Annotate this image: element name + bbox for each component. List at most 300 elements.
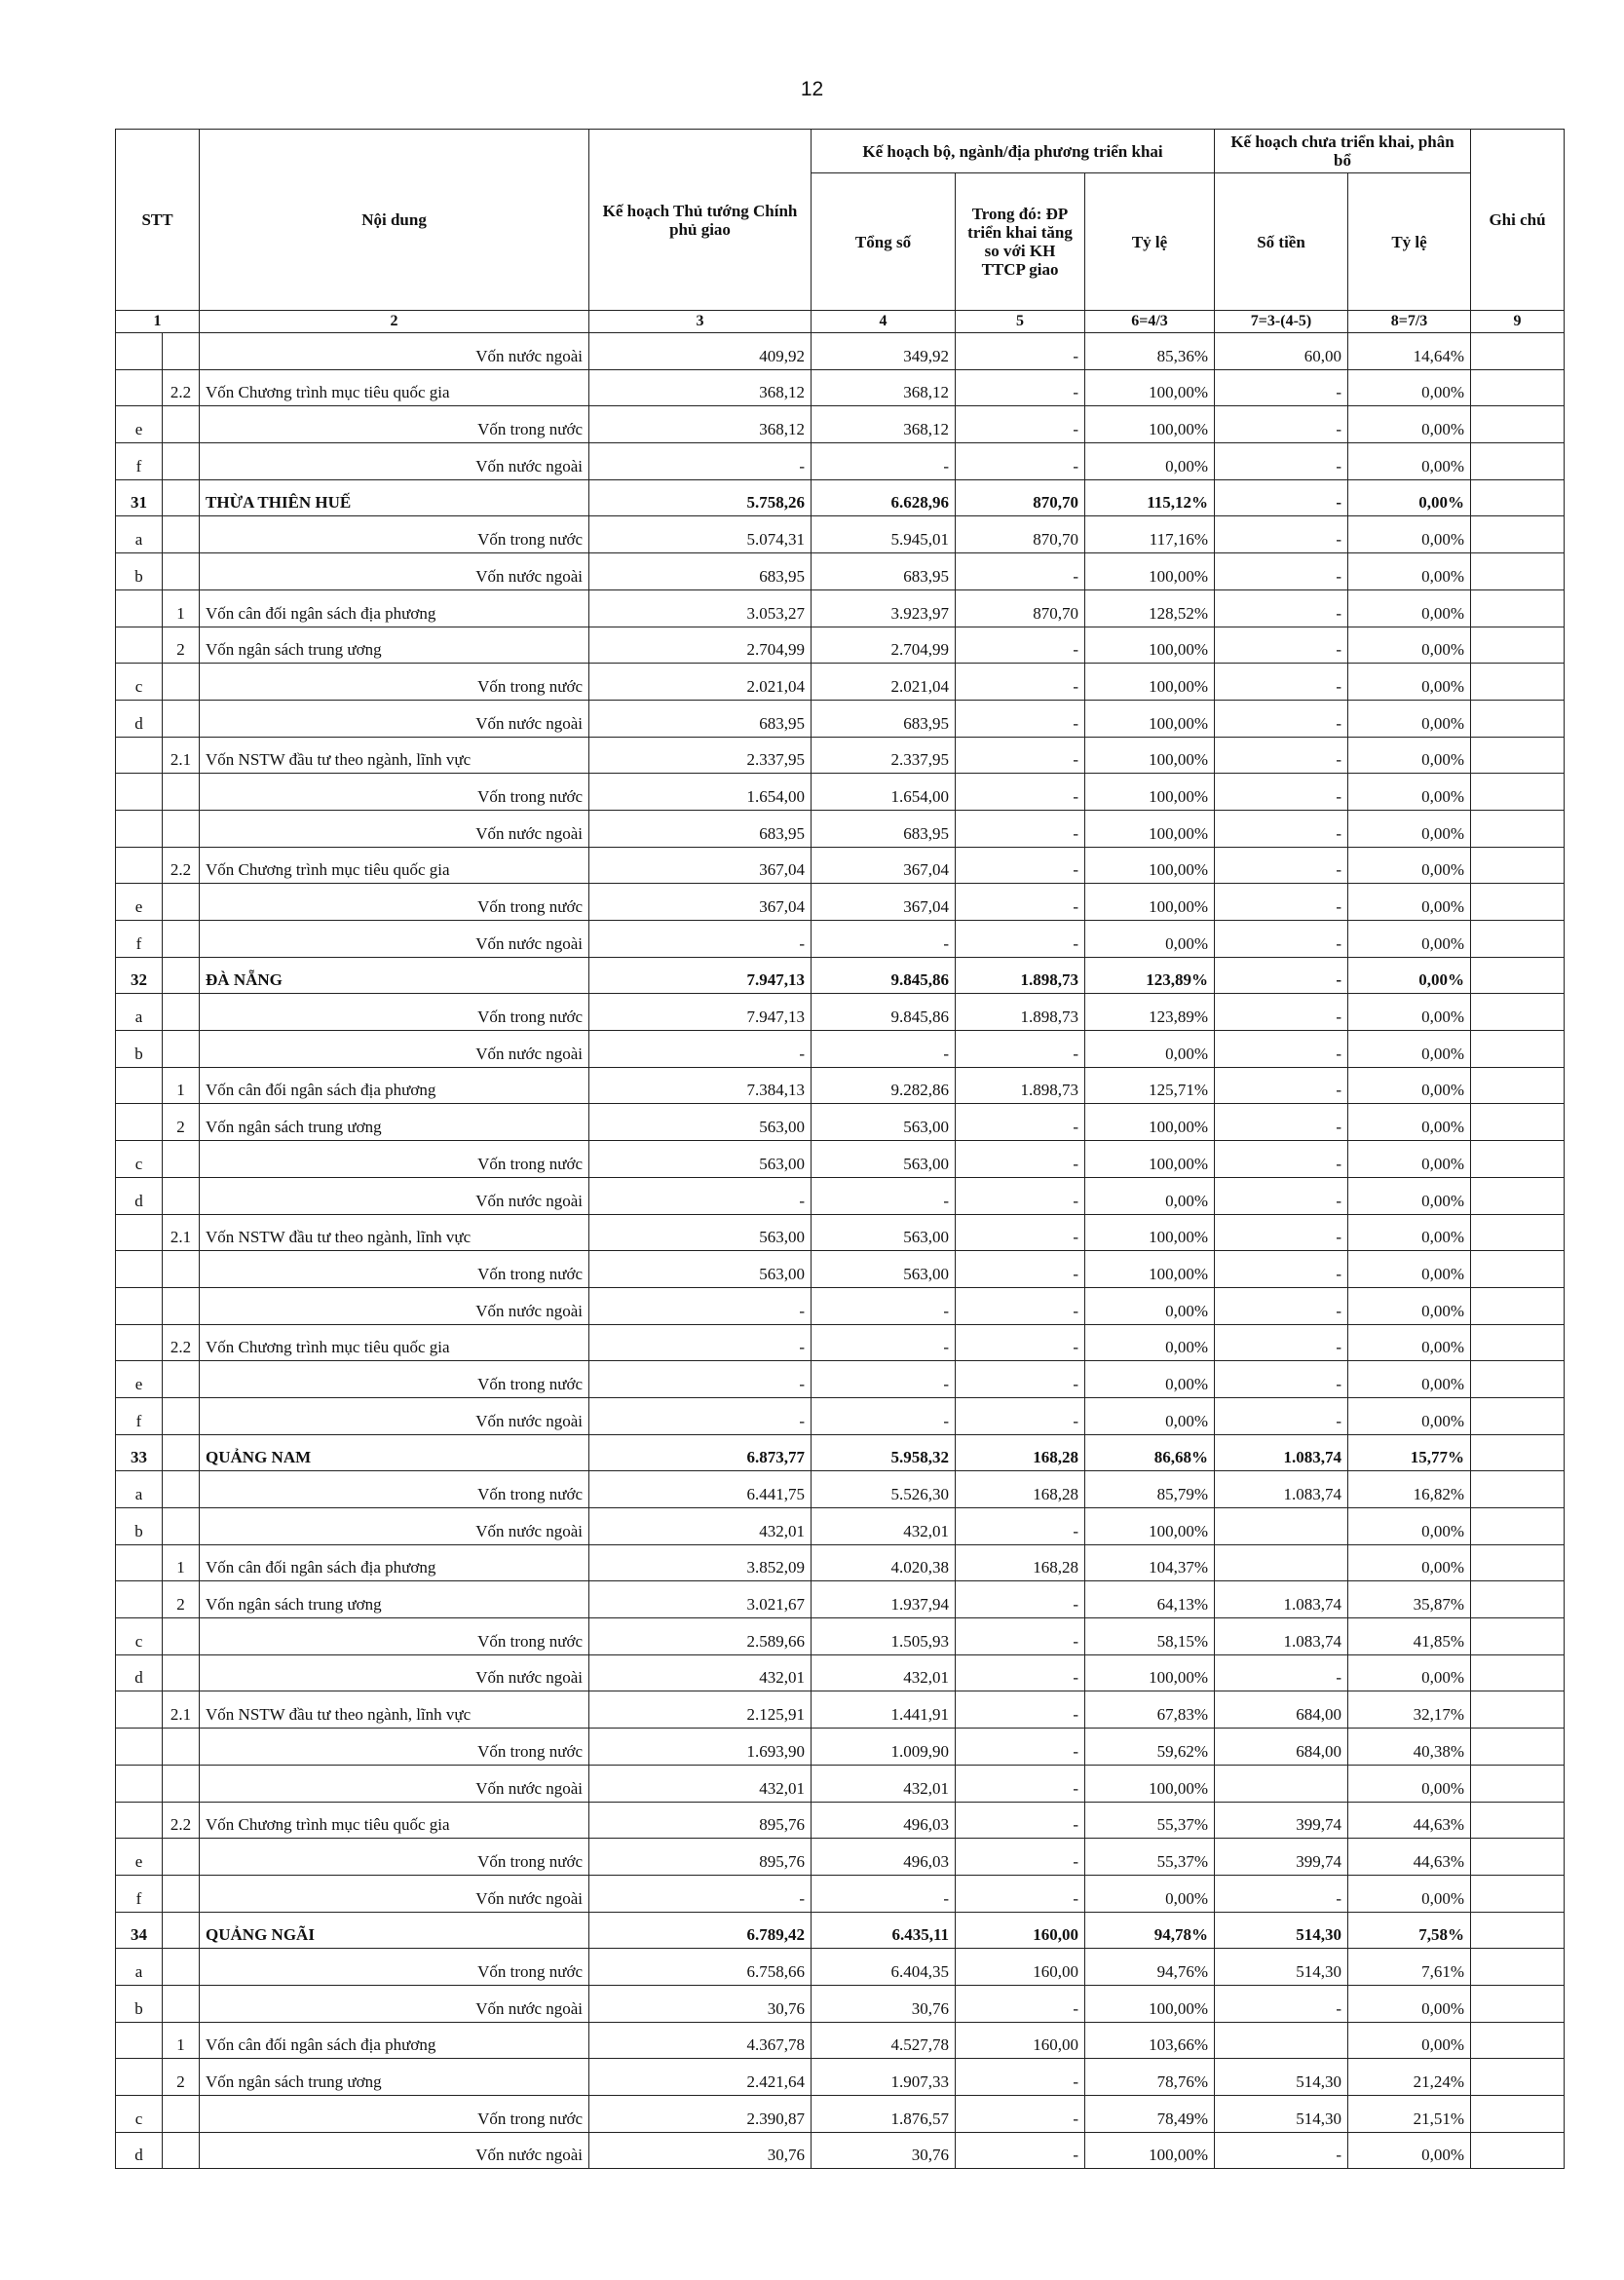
- cell-ke-hoach-ttcp: 30,76: [589, 2132, 812, 2169]
- cell-ty-le: 100,00%: [1085, 406, 1215, 443]
- row-content: Vốn nước ngoài: [200, 810, 589, 847]
- cell-ty-le: 85,79%: [1085, 1471, 1215, 1508]
- cell-tong-so: -: [812, 1031, 956, 1068]
- cell-ty-le-chua-trien-khai: 21,51%: [1348, 2096, 1471, 2133]
- table-header: [116, 130, 1565, 333]
- cell-ty-le: 55,37%: [1085, 1802, 1215, 1839]
- cell-tong-so: 1.505,93: [812, 1618, 956, 1655]
- row-content: Vốn trong nước: [200, 1949, 589, 1986]
- row-content: Vốn Chương trình mục tiêu quốc gia: [200, 369, 589, 406]
- cell-ty-le-chua-trien-khai: 0,00%: [1348, 443, 1471, 480]
- cell-ty-le: 103,66%: [1085, 2022, 1215, 2059]
- header-tong-so: Tổng số: [812, 173, 956, 311]
- cell-so-tien-chua-trien-khai: -: [1215, 1104, 1348, 1141]
- row-stt: d: [116, 2132, 163, 2169]
- cell-tang-so-voi-ttcp: -: [956, 1508, 1085, 1545]
- cell-ty-le: 104,37%: [1085, 1544, 1215, 1581]
- table-row: [116, 1581, 1565, 1618]
- row-content: Vốn trong nước: [200, 1839, 589, 1876]
- row-content: Vốn nước ngoài: [200, 921, 589, 958]
- cell-ty-le-chua-trien-khai: 14,64%: [1348, 333, 1471, 370]
- cell-tong-so: 1.907,33: [812, 2059, 956, 2096]
- cell-tong-so: 3.923,97: [812, 589, 956, 627]
- cell-ty-le-chua-trien-khai: 0,00%: [1348, 516, 1471, 553]
- row-sub-index: [163, 1471, 200, 1508]
- cell-tang-so-voi-ttcp: -: [956, 700, 1085, 737]
- cell-tang-so-voi-ttcp: -: [956, 1361, 1085, 1398]
- row-content: Vốn trong nước: [200, 664, 589, 701]
- cell-tong-so: 432,01: [812, 1654, 956, 1691]
- cell-ghi-chu: [1471, 1067, 1565, 1104]
- table-row: [116, 1875, 1565, 1912]
- row-content: Vốn cân đối ngân sách địa phương: [200, 1544, 589, 1581]
- cell-tang-so-voi-ttcp: -: [956, 1654, 1085, 1691]
- column-number: 3: [589, 311, 812, 333]
- cell-ke-hoach-ttcp: 563,00: [589, 1214, 812, 1251]
- row-stt: [116, 333, 163, 370]
- row-stt: [116, 369, 163, 406]
- cell-ty-le-chua-trien-khai: 7,61%: [1348, 1949, 1471, 1986]
- table-row: [116, 2096, 1565, 2133]
- cell-tong-so: 9.845,86: [812, 994, 956, 1031]
- cell-tang-so-voi-ttcp: -: [956, 1618, 1085, 1655]
- cell-ghi-chu: [1471, 627, 1565, 664]
- cell-so-tien-chua-trien-khai: -: [1215, 921, 1348, 958]
- cell-tang-so-voi-ttcp: 870,70: [956, 516, 1085, 553]
- cell-ty-le: 0,00%: [1085, 1397, 1215, 1434]
- table-row: [116, 2132, 1565, 2169]
- row-stt: c: [116, 1141, 163, 1178]
- row-sub-index: 2.1: [163, 1214, 200, 1251]
- cell-so-tien-chua-trien-khai: -: [1215, 1361, 1348, 1398]
- row-sub-index: [163, 479, 200, 516]
- row-content: QUẢNG NGÃI: [200, 1912, 589, 1949]
- row-stt: [116, 1581, 163, 1618]
- cell-ke-hoach-ttcp: 432,01: [589, 1654, 812, 1691]
- row-sub-index: [163, 1508, 200, 1545]
- row-stt: [116, 1067, 163, 1104]
- cell-tang-so-voi-ttcp: -: [956, 1251, 1085, 1288]
- row-sub-index: [163, 1287, 200, 1324]
- cell-ke-hoach-ttcp: 367,04: [589, 884, 812, 921]
- row-stt: [116, 1765, 163, 1802]
- cell-ke-hoach-ttcp: -: [589, 1397, 812, 1434]
- row-stt: [116, 2022, 163, 2059]
- cell-so-tien-chua-trien-khai: 399,74: [1215, 1802, 1348, 1839]
- table-row: [116, 884, 1565, 921]
- row-content: Vốn nước ngoài: [200, 1508, 589, 1545]
- cell-so-tien-chua-trien-khai: -: [1215, 957, 1348, 994]
- cell-so-tien-chua-trien-khai: [1215, 1508, 1348, 1545]
- cell-ghi-chu: [1471, 921, 1565, 958]
- cell-ghi-chu: [1471, 2132, 1565, 2169]
- table-row: [116, 627, 1565, 664]
- cell-ty-le: 0,00%: [1085, 921, 1215, 958]
- cell-so-tien-chua-trien-khai: 514,30: [1215, 1949, 1348, 1986]
- cell-ghi-chu: [1471, 2022, 1565, 2059]
- row-content: Vốn trong nước: [200, 1618, 589, 1655]
- cell-ghi-chu: [1471, 1361, 1565, 1398]
- cell-so-tien-chua-trien-khai: -: [1215, 1141, 1348, 1178]
- cell-ty-le-chua-trien-khai: 0,00%: [1348, 1544, 1471, 1581]
- cell-ghi-chu: [1471, 737, 1565, 774]
- cell-so-tien-chua-trien-khai: -: [1215, 700, 1348, 737]
- row-content: Vốn cân đối ngân sách địa phương: [200, 1067, 589, 1104]
- row-content: Vốn ngân sách trung ương: [200, 1104, 589, 1141]
- table-row: [116, 1067, 1565, 1104]
- cell-tong-so: 496,03: [812, 1802, 956, 1839]
- row-content: Vốn NSTW đầu tư theo ngành, lĩnh vực: [200, 1214, 589, 1251]
- cell-tang-so-voi-ttcp: -: [956, 884, 1085, 921]
- cell-so-tien-chua-trien-khai: -: [1215, 589, 1348, 627]
- cell-so-tien-chua-trien-khai: -: [1215, 1067, 1348, 1104]
- row-sub-index: 1: [163, 1067, 200, 1104]
- cell-ty-le: 0,00%: [1085, 1177, 1215, 1214]
- cell-tang-so-voi-ttcp: -: [956, 1985, 1085, 2022]
- table-row: [116, 1802, 1565, 1839]
- cell-ty-le: 0,00%: [1085, 1287, 1215, 1324]
- cell-ghi-chu: [1471, 2059, 1565, 2096]
- cell-tang-so-voi-ttcp: -: [956, 1324, 1085, 1361]
- cell-ghi-chu: [1471, 700, 1565, 737]
- cell-ghi-chu: [1471, 1765, 1565, 1802]
- column-number: 7=3-(4-5): [1215, 311, 1348, 333]
- cell-tang-so-voi-ttcp: -: [956, 406, 1085, 443]
- cell-ty-le-chua-trien-khai: 0,00%: [1348, 1067, 1471, 1104]
- cell-so-tien-chua-trien-khai: -: [1215, 406, 1348, 443]
- cell-ghi-chu: [1471, 884, 1565, 921]
- cell-so-tien-chua-trien-khai: -: [1215, 737, 1348, 774]
- column-number: 4: [812, 311, 956, 333]
- cell-so-tien-chua-trien-khai: -: [1215, 774, 1348, 811]
- row-content: Vốn nước ngoài: [200, 443, 589, 480]
- row-stt: f: [116, 1397, 163, 1434]
- row-content: Vốn cân đối ngân sách địa phương: [200, 2022, 589, 2059]
- row-content: Vốn nước ngoài: [200, 333, 589, 370]
- row-stt: 32: [116, 957, 163, 994]
- cell-tang-so-voi-ttcp: -: [956, 1214, 1085, 1251]
- row-stt: a: [116, 516, 163, 553]
- cell-ke-hoach-ttcp: 7.947,13: [589, 957, 812, 994]
- cell-ty-le-chua-trien-khai: 41,85%: [1348, 1618, 1471, 1655]
- header-ghi-chu: Ghi chú: [1471, 130, 1565, 311]
- cell-tong-so: -: [812, 921, 956, 958]
- row-content: Vốn NSTW đầu tư theo ngành, lĩnh vực: [200, 737, 589, 774]
- cell-tong-so: 5.945,01: [812, 516, 956, 553]
- cell-ghi-chu: [1471, 957, 1565, 994]
- row-sub-index: [163, 1729, 200, 1766]
- cell-ghi-chu: [1471, 1729, 1565, 1766]
- table-row: [116, 1251, 1565, 1288]
- cell-ty-le: 100,00%: [1085, 884, 1215, 921]
- cell-ty-le-chua-trien-khai: 0,00%: [1348, 1654, 1471, 1691]
- row-sub-index: 2: [163, 1581, 200, 1618]
- cell-tang-so-voi-ttcp: -: [956, 737, 1085, 774]
- row-content: Vốn nước ngoài: [200, 1031, 589, 1068]
- cell-tang-so-voi-ttcp: -: [956, 1177, 1085, 1214]
- row-sub-index: [163, 1912, 200, 1949]
- row-content: Vốn ngân sách trung ương: [200, 627, 589, 664]
- cell-tong-so: 6.404,35: [812, 1949, 956, 1986]
- cell-so-tien-chua-trien-khai: -: [1215, 627, 1348, 664]
- cell-ke-hoach-ttcp: 563,00: [589, 1251, 812, 1288]
- cell-ty-le-chua-trien-khai: 32,17%: [1348, 1691, 1471, 1729]
- row-sub-index: [163, 774, 200, 811]
- cell-ty-le-chua-trien-khai: 0,00%: [1348, 700, 1471, 737]
- cell-so-tien-chua-trien-khai: [1215, 2022, 1348, 2059]
- row-content: Vốn trong nước: [200, 994, 589, 1031]
- cell-ty-le-chua-trien-khai: 0,00%: [1348, 627, 1471, 664]
- cell-tong-so: 563,00: [812, 1141, 956, 1178]
- row-stt: d: [116, 1654, 163, 1691]
- cell-tong-so: 6.628,96: [812, 479, 956, 516]
- row-stt: b: [116, 1031, 163, 1068]
- cell-ghi-chu: [1471, 369, 1565, 406]
- cell-ke-hoach-ttcp: -: [589, 443, 812, 480]
- row-sub-index: [163, 2096, 200, 2133]
- cell-so-tien-chua-trien-khai: 514,30: [1215, 2059, 1348, 2096]
- table-row: [116, 957, 1565, 994]
- table-row: [116, 1839, 1565, 1876]
- cell-tang-so-voi-ttcp: -: [956, 1839, 1085, 1876]
- row-content: Vốn Chương trình mục tiêu quốc gia: [200, 1324, 589, 1361]
- row-content: Vốn cân đối ngân sách địa phương: [200, 589, 589, 627]
- table-row: [116, 1361, 1565, 1398]
- row-sub-index: [163, 1839, 200, 1876]
- cell-so-tien-chua-trien-khai: -: [1215, 1875, 1348, 1912]
- cell-ty-le: 100,00%: [1085, 2132, 1215, 2169]
- row-sub-index: [163, 810, 200, 847]
- cell-ty-le: 85,36%: [1085, 333, 1215, 370]
- cell-ty-le: 100,00%: [1085, 1251, 1215, 1288]
- cell-ghi-chu: [1471, 1618, 1565, 1655]
- table-row: [116, 1031, 1565, 1068]
- cell-tang-so-voi-ttcp: -: [956, 810, 1085, 847]
- cell-ghi-chu: [1471, 333, 1565, 370]
- row-sub-index: 2.2: [163, 847, 200, 884]
- row-content: Vốn trong nước: [200, 516, 589, 553]
- row-sub-index: [163, 406, 200, 443]
- cell-tong-so: 2.704,99: [812, 627, 956, 664]
- cell-ty-le-chua-trien-khai: 0,00%: [1348, 994, 1471, 1031]
- cell-tang-so-voi-ttcp: 160,00: [956, 1912, 1085, 1949]
- cell-ty-le-chua-trien-khai: 0,00%: [1348, 1765, 1471, 1802]
- row-stt: e: [116, 1361, 163, 1398]
- row-sub-index: [163, 700, 200, 737]
- cell-ty-le-chua-trien-khai: 0,00%: [1348, 1141, 1471, 1178]
- cell-ty-le: 100,00%: [1085, 1765, 1215, 1802]
- cell-ke-hoach-ttcp: -: [589, 1361, 812, 1398]
- row-stt: e: [116, 406, 163, 443]
- row-stt: [116, 1251, 163, 1288]
- cell-ty-le-chua-trien-khai: 0,00%: [1348, 1031, 1471, 1068]
- row-stt: c: [116, 1618, 163, 1655]
- cell-tong-so: 2.021,04: [812, 664, 956, 701]
- row-content: Vốn nước ngoài: [200, 1765, 589, 1802]
- cell-tong-so: 432,01: [812, 1508, 956, 1545]
- cell-so-tien-chua-trien-khai: -: [1215, 1287, 1348, 1324]
- cell-ty-le-chua-trien-khai: 0,00%: [1348, 1361, 1471, 1398]
- cell-tong-so: 1.876,57: [812, 2096, 956, 2133]
- header-trong-do: Trong đó: ĐP triển khai tăng so với KH TTCP giao: [956, 173, 1085, 311]
- cell-ke-hoach-ttcp: 432,01: [589, 1508, 812, 1545]
- cell-tang-so-voi-ttcp: -: [956, 1802, 1085, 1839]
- cell-tong-so: -: [812, 1177, 956, 1214]
- row-sub-index: 2.1: [163, 737, 200, 774]
- row-sub-index: 2: [163, 1104, 200, 1141]
- table-row: [116, 847, 1565, 884]
- cell-ghi-chu: [1471, 1031, 1565, 1068]
- cell-ty-le: 59,62%: [1085, 1729, 1215, 1766]
- table-row: [116, 737, 1565, 774]
- cell-tong-so: 1.654,00: [812, 774, 956, 811]
- cell-ke-hoach-ttcp: 2.589,66: [589, 1618, 812, 1655]
- page-number: 12: [800, 78, 824, 100]
- row-content: Vốn nước ngoài: [200, 1397, 589, 1434]
- cell-ty-le-chua-trien-khai: 0,00%: [1348, 957, 1471, 994]
- row-sub-index: 2: [163, 627, 200, 664]
- row-sub-index: [163, 443, 200, 480]
- row-content: ĐÀ NẴNG: [200, 957, 589, 994]
- table-row: [116, 369, 1565, 406]
- cell-ty-le: 0,00%: [1085, 1324, 1215, 1361]
- cell-ty-le: 100,00%: [1085, 1214, 1215, 1251]
- row-sub-index: 2.2: [163, 1802, 200, 1839]
- cell-ke-hoach-ttcp: 7.384,13: [589, 1067, 812, 1104]
- cell-ty-le-chua-trien-khai: 0,00%: [1348, 921, 1471, 958]
- cell-so-tien-chua-trien-khai: -: [1215, 443, 1348, 480]
- cell-ke-hoach-ttcp: 367,04: [589, 847, 812, 884]
- row-stt: d: [116, 700, 163, 737]
- cell-ty-le: 115,12%: [1085, 479, 1215, 516]
- row-sub-index: [163, 1949, 200, 1986]
- cell-ty-le-chua-trien-khai: 35,87%: [1348, 1581, 1471, 1618]
- cell-ke-hoach-ttcp: 368,12: [589, 406, 812, 443]
- cell-ty-le-chua-trien-khai: 0,00%: [1348, 1251, 1471, 1288]
- cell-ty-le-chua-trien-khai: 44,63%: [1348, 1839, 1471, 1876]
- cell-tang-so-voi-ttcp: 1.898,73: [956, 1067, 1085, 1104]
- row-sub-index: [163, 553, 200, 590]
- row-stt: a: [116, 1949, 163, 1986]
- row-stt: [116, 737, 163, 774]
- cell-ke-hoach-ttcp: -: [589, 1031, 812, 1068]
- cell-tang-so-voi-ttcp: 870,70: [956, 479, 1085, 516]
- row-sub-index: 1: [163, 2022, 200, 2059]
- table-body: [116, 333, 1565, 2169]
- cell-tang-so-voi-ttcp: 160,00: [956, 1949, 1085, 1986]
- column-number: 5: [956, 311, 1085, 333]
- cell-ty-le: 67,83%: [1085, 1691, 1215, 1729]
- row-content: Vốn nước ngoài: [200, 1654, 589, 1691]
- table-row: [116, 1691, 1565, 1729]
- row-sub-index: [163, 1397, 200, 1434]
- cell-ty-le-chua-trien-khai: 0,00%: [1348, 847, 1471, 884]
- cell-so-tien-chua-trien-khai: -: [1215, 369, 1348, 406]
- cell-ghi-chu: [1471, 1251, 1565, 1288]
- cell-tang-so-voi-ttcp: 1.898,73: [956, 994, 1085, 1031]
- cell-tang-so-voi-ttcp: -: [956, 921, 1085, 958]
- table-row: [116, 1618, 1565, 1655]
- cell-tong-so: -: [812, 1875, 956, 1912]
- cell-ty-le-chua-trien-khai: 0,00%: [1348, 810, 1471, 847]
- cell-ghi-chu: [1471, 1177, 1565, 1214]
- cell-tong-so: 30,76: [812, 1985, 956, 2022]
- cell-ke-hoach-ttcp: 2.021,04: [589, 664, 812, 701]
- row-stt: 31: [116, 479, 163, 516]
- cell-ke-hoach-ttcp: 368,12: [589, 369, 812, 406]
- cell-ke-hoach-ttcp: 2.337,95: [589, 737, 812, 774]
- cell-tong-so: 563,00: [812, 1214, 956, 1251]
- table-row: [116, 1471, 1565, 1508]
- table-row: [116, 553, 1565, 590]
- header-ty-le-2: Tỷ lệ: [1348, 173, 1471, 311]
- cell-tong-so: 5.958,32: [812, 1434, 956, 1471]
- cell-ke-hoach-ttcp: 2.421,64: [589, 2059, 812, 2096]
- row-stt: [116, 1544, 163, 1581]
- cell-ty-le: 128,52%: [1085, 589, 1215, 627]
- cell-ty-le-chua-trien-khai: 0,00%: [1348, 737, 1471, 774]
- row-sub-index: [163, 1434, 200, 1471]
- row-sub-index: [163, 333, 200, 370]
- row-sub-index: [163, 516, 200, 553]
- cell-ke-hoach-ttcp: 30,76: [589, 1985, 812, 2022]
- row-content: Vốn nước ngoài: [200, 1875, 589, 1912]
- row-content: Vốn trong nước: [200, 774, 589, 811]
- cell-so-tien-chua-trien-khai: 60,00: [1215, 333, 1348, 370]
- cell-ty-le-chua-trien-khai: 0,00%: [1348, 1104, 1471, 1141]
- cell-tong-so: 368,12: [812, 369, 956, 406]
- column-number: 6=4/3: [1085, 311, 1215, 333]
- cell-tang-so-voi-ttcp: -: [956, 369, 1085, 406]
- cell-ghi-chu: [1471, 1508, 1565, 1545]
- cell-ghi-chu: [1471, 1214, 1565, 1251]
- row-content: Vốn Chương trình mục tiêu quốc gia: [200, 1802, 589, 1839]
- cell-tang-so-voi-ttcp: -: [956, 1397, 1085, 1434]
- cell-so-tien-chua-trien-khai: -: [1215, 664, 1348, 701]
- cell-so-tien-chua-trien-khai: -: [1215, 1177, 1348, 1214]
- cell-tang-so-voi-ttcp: -: [956, 2132, 1085, 2169]
- cell-so-tien-chua-trien-khai: -: [1215, 1031, 1348, 1068]
- row-sub-index: 2: [163, 2059, 200, 2096]
- cell-tang-so-voi-ttcp: -: [956, 443, 1085, 480]
- cell-tang-so-voi-ttcp: 168,28: [956, 1544, 1085, 1581]
- row-stt: [116, 627, 163, 664]
- cell-tang-so-voi-ttcp: 160,00: [956, 2022, 1085, 2059]
- cell-ty-le-chua-trien-khai: 0,00%: [1348, 369, 1471, 406]
- cell-ty-le-chua-trien-khai: 0,00%: [1348, 1875, 1471, 1912]
- row-sub-index: [163, 1765, 200, 1802]
- cell-ty-le: 100,00%: [1085, 774, 1215, 811]
- cell-ty-le-chua-trien-khai: 21,24%: [1348, 2059, 1471, 2096]
- cell-ty-le-chua-trien-khai: 0,00%: [1348, 479, 1471, 516]
- cell-ty-le-chua-trien-khai: 7,58%: [1348, 1912, 1471, 1949]
- cell-ke-hoach-ttcp: 432,01: [589, 1765, 812, 1802]
- table-row: [116, 406, 1565, 443]
- row-content: Vốn nước ngoài: [200, 1287, 589, 1324]
- cell-ty-le-chua-trien-khai: 0,00%: [1348, 664, 1471, 701]
- column-number-row: [116, 311, 1565, 333]
- cell-ty-le: 55,37%: [1085, 1839, 1215, 1876]
- cell-so-tien-chua-trien-khai: 1.083,74: [1215, 1434, 1348, 1471]
- cell-so-tien-chua-trien-khai: -: [1215, 810, 1348, 847]
- cell-tong-so: -: [812, 1361, 956, 1398]
- cell-so-tien-chua-trien-khai: -: [1215, 553, 1348, 590]
- table-row: [116, 1434, 1565, 1471]
- cell-ke-hoach-ttcp: 7.947,13: [589, 994, 812, 1031]
- cell-ke-hoach-ttcp: 6.758,66: [589, 1949, 812, 1986]
- cell-ghi-chu: [1471, 810, 1565, 847]
- cell-ty-le: 78,76%: [1085, 2059, 1215, 2096]
